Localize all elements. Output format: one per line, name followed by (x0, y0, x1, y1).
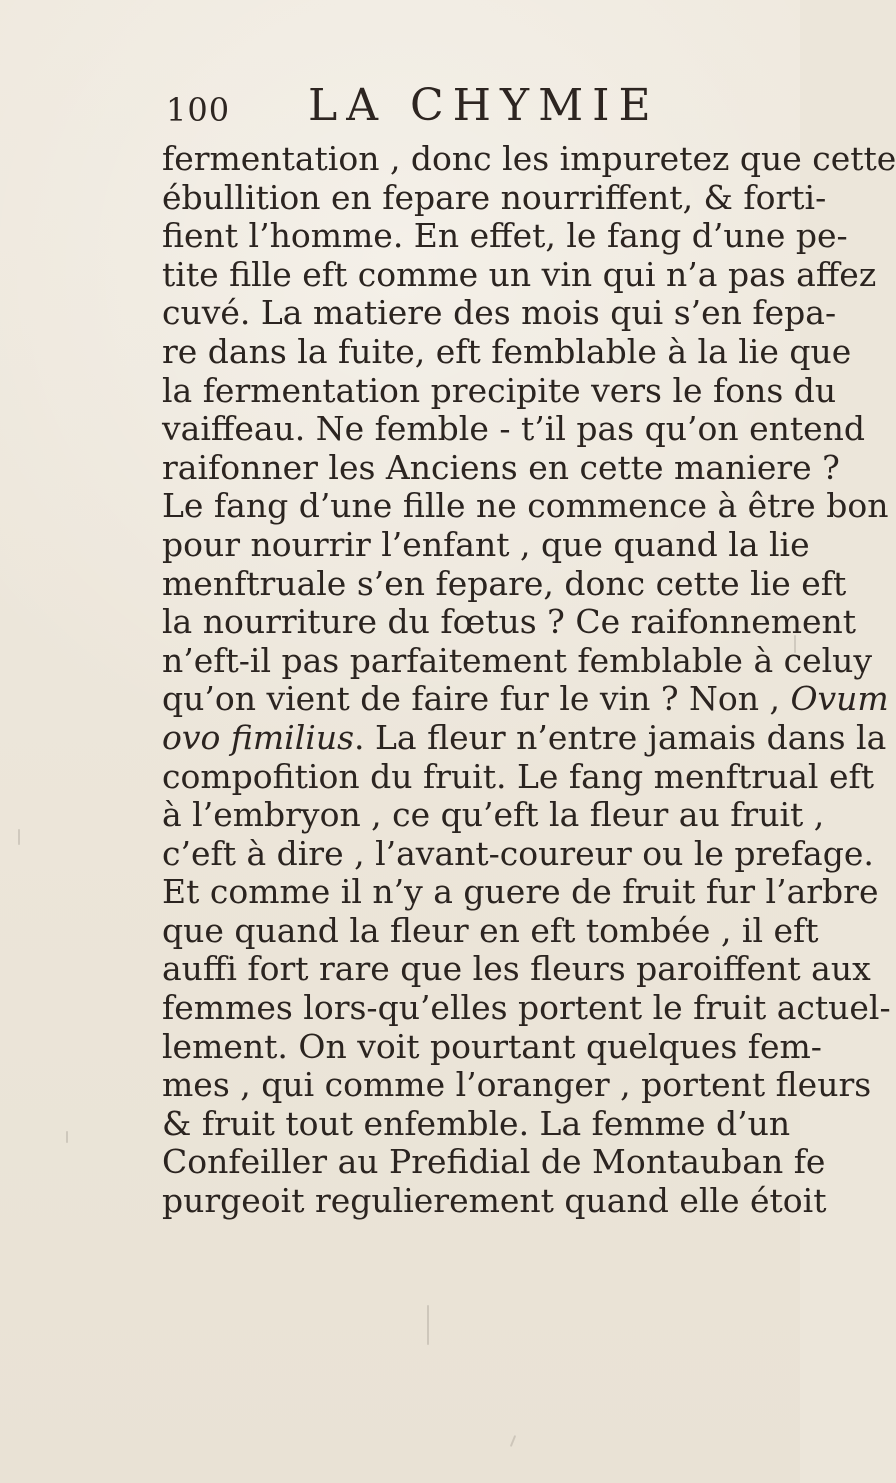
text-line-13: la nourriture du fœtus ? Ce raifonnement (162, 602, 857, 642)
text-line-24: lement. On voit pourtant quelques fem- (162, 1026, 822, 1066)
text-line-18: à l’embryon , ce qu’eft la fleur au fruit , (162, 795, 825, 835)
text-line-28: purgeoit regulierement quand elle étoit (162, 1181, 827, 1221)
text-line-16 (162, 717, 887, 758)
margin-mark (66, 1131, 68, 1143)
running-title: LA CHYMIE (308, 80, 660, 131)
italic-phrase-ovo-fimilius: ovo fimilius (162, 717, 355, 757)
page-header (166, 80, 780, 132)
margin-mark (794, 635, 796, 653)
text-line-10: Le fang d’une fille ne commence à être bon (162, 486, 889, 526)
text-line-5: cuvé. La matiere des mois qui s’en fepa- (162, 293, 837, 333)
text-line-27: Confeiller au Prefidial de Montauban fe (162, 1142, 826, 1182)
text-line-1: fermentation , donc les impuretez que cette (162, 139, 896, 178)
text-line-17: compofition du fruit. Le fang menftrual eft (162, 756, 874, 796)
text-line-23: femmes lors-qu’elles portent le fruit actuel- (162, 988, 891, 1028)
text-line-12: menftruale s’en fepare, donc cette lie eft (162, 563, 847, 603)
page-number: 100 (166, 91, 231, 129)
text-line-8: vaiffeau. Ne femble - t’il pas qu’on entend (162, 409, 866, 449)
text-line-11: pour nourrir l’enfant , que quand la lie (162, 524, 810, 564)
margin-mark (510, 1435, 516, 1447)
margin-mark (427, 1305, 429, 1345)
text-line-4: tite fille eft comme un vin qui n’a pas affez (162, 254, 877, 294)
text-line-7: la fermentation precipite vers le fons du (162, 370, 837, 410)
italic-word-ovum: Ovum (790, 679, 889, 719)
body-text (162, 139, 896, 1221)
text-line-20: Et comme il n’y a guere de fruit fur l’arbre (162, 872, 879, 912)
text-line-14: n’eft-il pas parfaitement femblable à celuy (162, 640, 873, 680)
text-line-19: c’eft à dire , l’avant-coureur ou le prefage. (162, 833, 874, 873)
text-line-2: ébullition en fepare nourriffent, & forti- (162, 177, 827, 217)
text-line-21: que quand la fleur en eft tombée , il eft (162, 910, 819, 950)
text-line-15-roman: qu’on vient de faire fur le vin ? Non , (162, 679, 791, 719)
text-line-3: fient l’homme. En effet, le fang d’une pe- (162, 216, 848, 256)
text-line-6: re dans la fuite, eft femblable à la lie que (162, 331, 852, 371)
text-line-16-roman: . La fleur n’entre jamais dans la (354, 717, 887, 757)
text-line-15 (162, 679, 889, 719)
margin-mark (18, 829, 20, 845)
text-line-26: & fruit tout enfemble. La femme d’un (162, 1103, 791, 1143)
text-line-22: auffi fort rare que les fleurs paroiffent aux (162, 949, 871, 989)
text-line-9: raifonner les Anciens en cette maniere ? (162, 447, 840, 487)
text-line-25: mes , qui comme l’oranger , portent fleurs (162, 1065, 872, 1105)
